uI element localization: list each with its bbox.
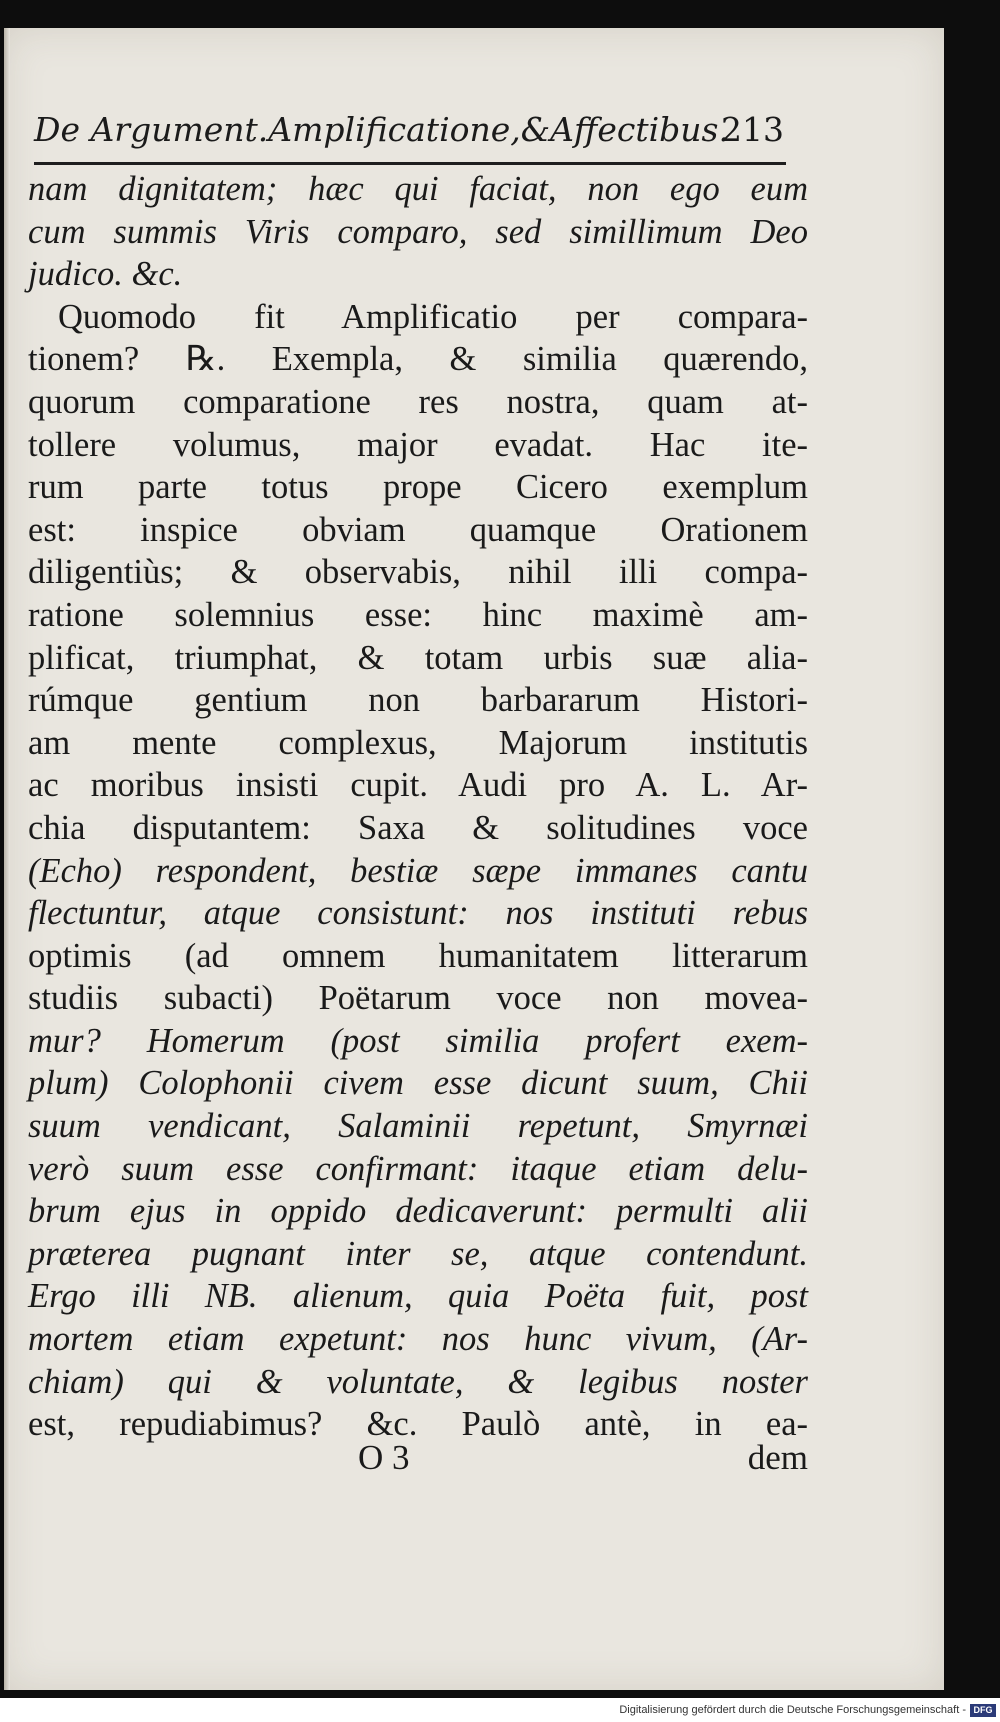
text-line: tionem? ℞. Exempla, & similia quærendo, — [28, 340, 808, 379]
text-line: ac moribus insisti cupit. Audi pro A. L. Ar- — [28, 766, 808, 805]
page-number: 213 — [721, 110, 784, 149]
text-line: rúmque gentium non barbararum Histori- — [28, 681, 808, 720]
text-line: studiis subacti) Poëtarum voce non movea- — [28, 979, 808, 1018]
signature-mark: O 3 — [358, 1438, 410, 1477]
text-line: judico. &c. — [28, 255, 183, 294]
text-line: suum vendicant, Salaminii repetunt, Smyrnæi — [28, 1107, 808, 1146]
footer — [0, 1700, 1000, 1722]
text-line: est, repudiabimus? &c. Paulò antè, in ea- — [28, 1405, 808, 1444]
text-line: Ergo illi NB. alienum, quia Poëta fuit, post — [28, 1277, 808, 1316]
text-line: verò suum esse confirmant: itaque etiam delu- — [28, 1149, 808, 1188]
body-text — [28, 168, 808, 1446]
text-line: plificat, triumphat, & totam urbis suæ alia- — [28, 638, 808, 677]
signature-line — [28, 1438, 808, 1484]
footer-credit: Digitalisierung gefördert durch die Deutsche Forschungsgemeinschaft - — [619, 1704, 966, 1716]
text-line: mortem etiam expetunt: nos hunc vivum, (Ar- — [28, 1320, 808, 1359]
text-line: am mente complexus, Majorum institutis — [28, 723, 808, 762]
text-line: diligentiùs; & observabis, nihil illi compa- — [28, 553, 808, 592]
text-line: plum) Colophonii civem esse dicunt suum, Chii — [28, 1064, 808, 1103]
text-line: nam dignitatem; hæc qui faciat, non ego eum — [28, 170, 808, 208]
text-line: flectuntur, atque consistunt: nos instituti rebus — [28, 894, 808, 933]
page-gutter-shadow — [4, 28, 10, 1690]
dfg-logo: DFG — [970, 1704, 996, 1717]
running-head-title: De Argument.Amplificatione,&Affectibus. — [34, 110, 729, 149]
text-line: chia disputantem: Saxa & solitudines voce — [28, 808, 808, 847]
text-line: chiam) qui & voluntate, & legibus noster — [28, 1362, 808, 1401]
text-line: est: inspice obviam quamque Orationem — [28, 510, 808, 549]
text-line: Quomodo fit Amplificatio per compara- — [58, 297, 808, 336]
text-line: rum parte totus prope Cicero exemplum — [28, 468, 808, 507]
text-line: quorum comparatione res nostra, quam at- — [28, 382, 808, 421]
text-line: (Echo) respondent, bestiæ sæpe immanes cantu — [28, 851, 808, 890]
text-line: ratione solemnius esse: hinc maximè am- — [28, 595, 808, 634]
text-line: cum summis Viris comparo, sed simillimum Deo — [28, 212, 808, 251]
running-head — [34, 110, 784, 158]
header-rule — [34, 162, 786, 165]
text-line: brum ejus in oppido dedicaverunt: permulti alii — [28, 1192, 808, 1231]
text-line: tollere volumus, major evadat. Hac ite- — [28, 425, 808, 464]
text-line: mur? Homerum (post similia profert exem- — [28, 1021, 808, 1060]
text-line: præterea pugnant inter se, atque contendunt. — [28, 1234, 808, 1273]
text-line: optimis (ad omnem humanitatem litterarum — [28, 936, 808, 975]
catchword: dem — [747, 1438, 808, 1477]
